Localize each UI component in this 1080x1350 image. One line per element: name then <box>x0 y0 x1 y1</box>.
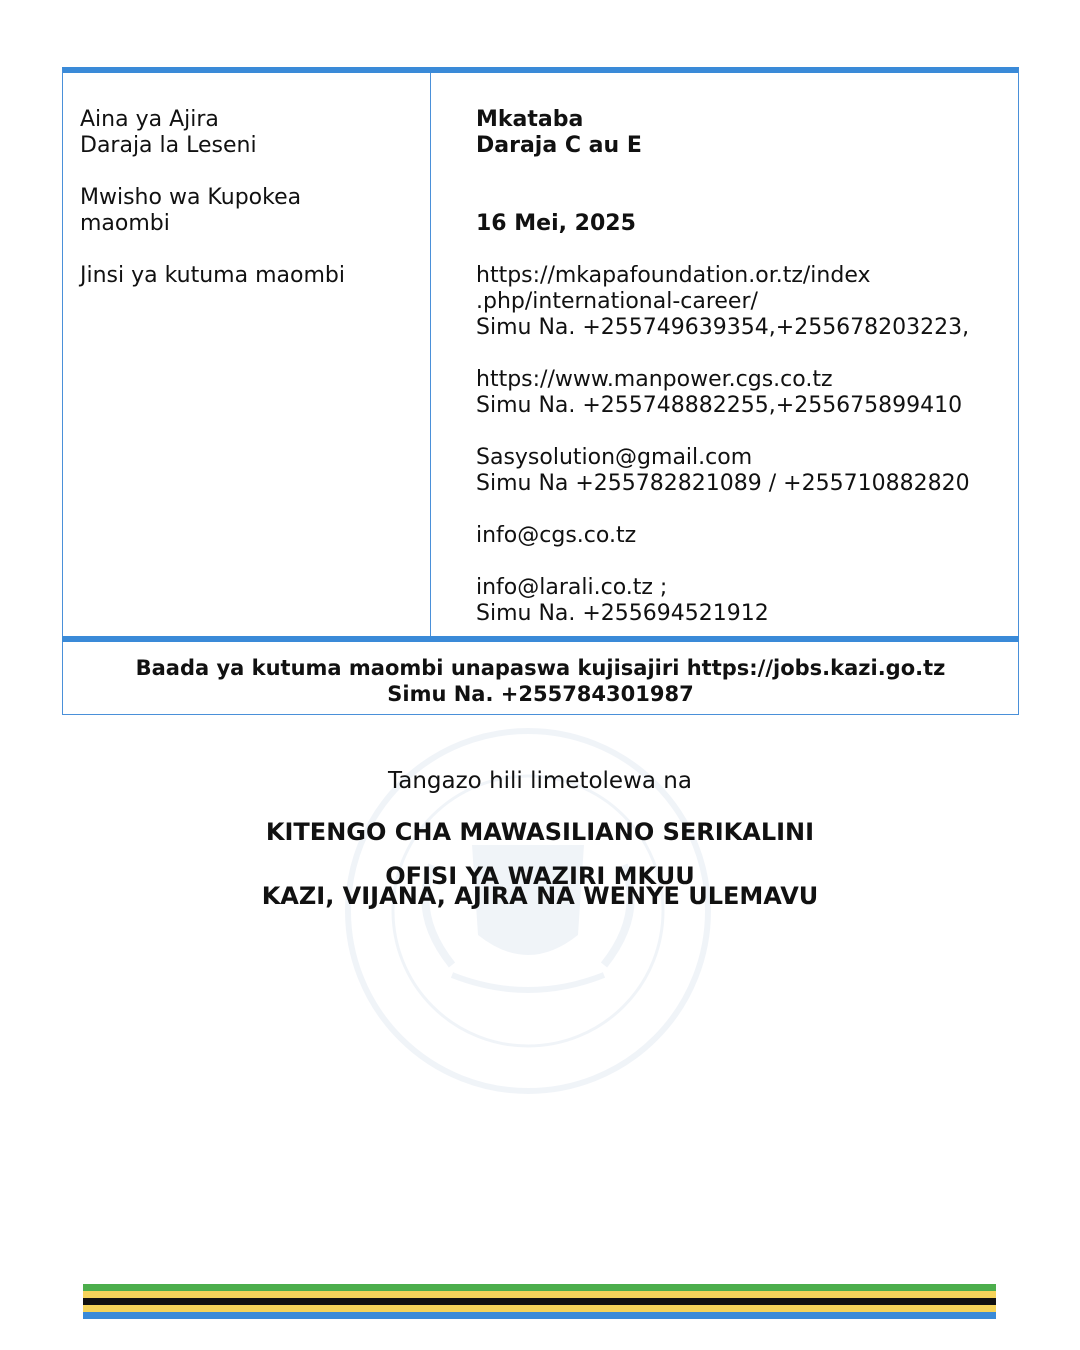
department-name: KAZI, VIJANA, AJIRA NA WENYE ULEMAVU <box>261 882 819 910</box>
contact-link[interactable]: https://mkapafoundation.or.tz/index <box>476 263 871 288</box>
contact-email[interactable]: Sasysolution@gmail.com <box>476 445 753 470</box>
license-class-label: Daraja la Leseni <box>80 133 257 158</box>
details-table <box>62 67 1019 715</box>
section-divider <box>62 636 1019 642</box>
values-column <box>476 107 1016 627</box>
contact-block-larali <box>476 575 1016 627</box>
flag-stripe <box>83 1312 996 1319</box>
contact-block-mkapa <box>476 263 1016 341</box>
labels-column <box>80 107 420 289</box>
contact-phone: Simu Na. +255749639354,+255678203223, <box>476 315 970 340</box>
deadline-value: 16 Mei, 2025 <box>476 211 636 236</box>
contact-link-continued[interactable]: .php/international-career/ <box>476 289 758 314</box>
issuer-name: KITENGO CHA MAWASILIANO SERIKALINI <box>265 818 815 846</box>
office-name: OFISI YA WAZIRI MKUU <box>385 862 695 890</box>
license-class-value: Daraja C au E <box>476 133 642 158</box>
contact-phone: Simu Na +255782821089 / +255710882820 <box>476 471 970 496</box>
contact-phone: Simu Na. +255748882255,+255675899410 <box>476 393 963 418</box>
flag-stripe <box>83 1284 996 1291</box>
flag-stripe <box>83 1291 996 1298</box>
job-type-value: Mkataba <box>476 107 584 132</box>
contact-email[interactable]: info@cgs.co.tz <box>476 523 637 548</box>
contact-block-manpower <box>476 367 1016 419</box>
registration-note-line1: Baada ya kutuma maombi unapaswa kujisajiri https://jobs.kazi.go.tz <box>135 656 946 680</box>
flag-color-stripes <box>83 1284 996 1319</box>
job-type-label: Aina ya Ajira <box>80 107 219 132</box>
contact-block-sasy <box>476 445 1016 497</box>
flag-stripe <box>83 1298 996 1305</box>
column-divider <box>430 73 431 636</box>
registration-note <box>63 655 1018 707</box>
announcement-intro: Tangazo hili limetolewa na <box>388 768 692 794</box>
deadline-label-line2: maombi <box>80 211 170 236</box>
contact-block-cgs <box>476 523 1016 549</box>
contact-link[interactable]: https://www.manpower.cgs.co.tz <box>476 367 833 392</box>
contact-phone: Simu Na. +255694521912 <box>476 601 769 626</box>
contact-email[interactable]: info@larali.co.tz ; <box>476 575 668 600</box>
registration-note-line2: Simu Na. +255784301987 <box>387 682 694 706</box>
deadline-label-line1: Mwisho wa Kupokea <box>80 185 302 210</box>
flag-stripe <box>83 1305 996 1312</box>
how-to-apply-label: Jinsi ya kutuma maombi <box>80 263 345 288</box>
